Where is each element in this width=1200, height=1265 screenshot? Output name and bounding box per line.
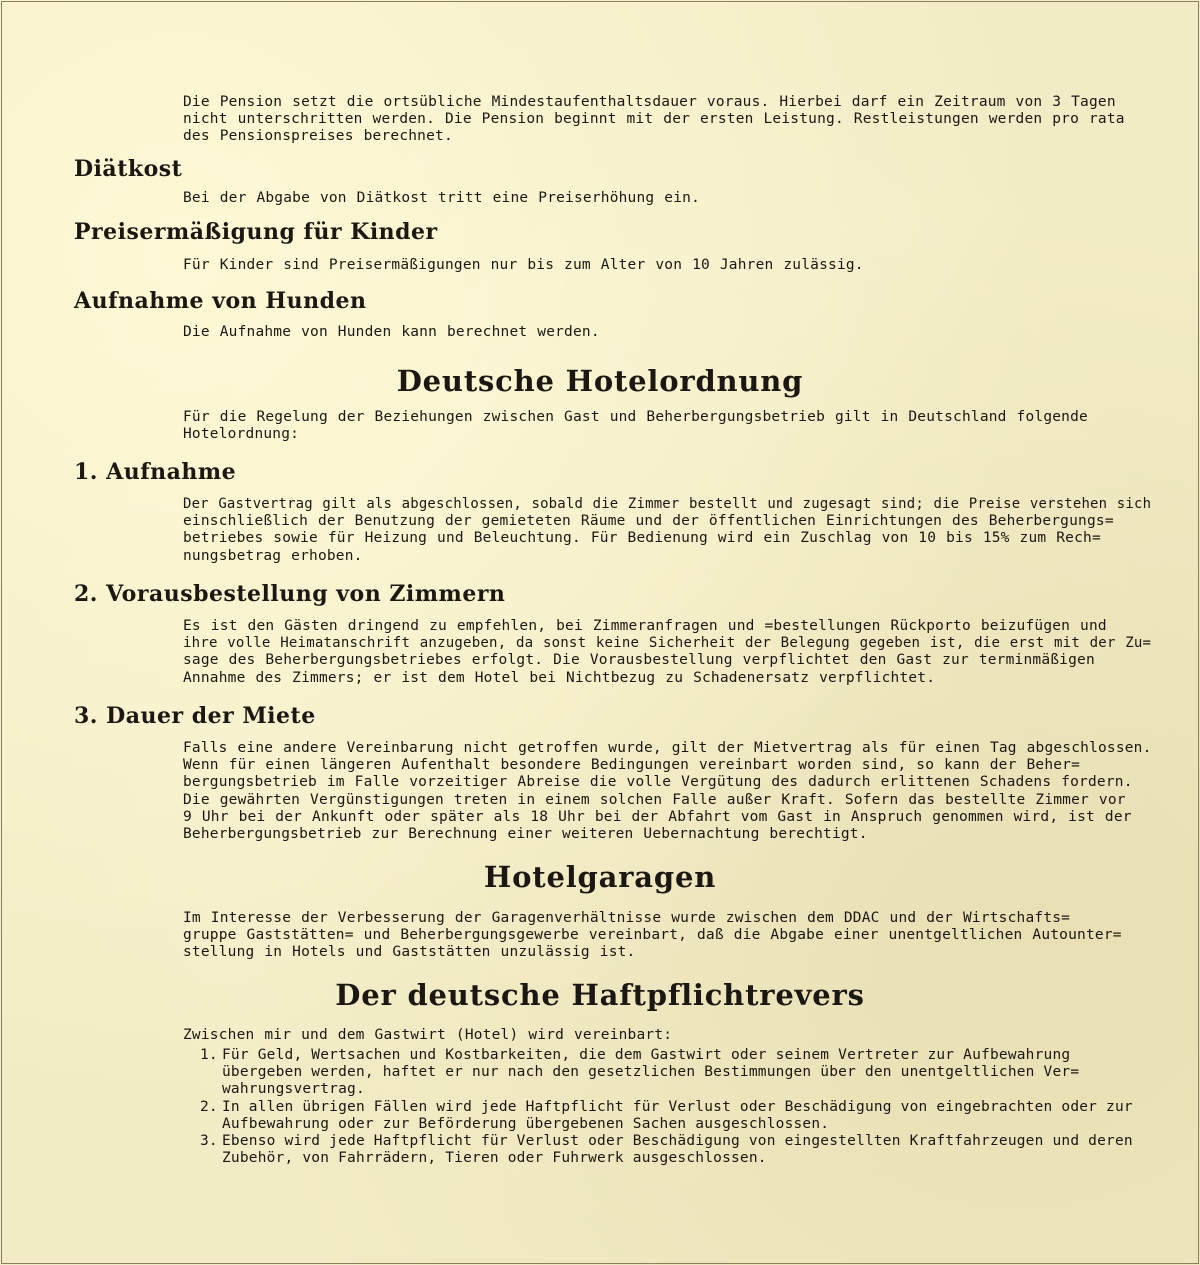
text-line: des Pensionspreises berechnet. [183,128,453,145]
text-line: Es ist den Gästen dringend zu empfehlen, bei Zimmeranfragen und =bestellungen Rückporto beizufügen und [183,618,1107,634]
text-line: In allen übrigen Fällen wird jede Haftpflicht für Verlust oder Beschädigung von eingebrachten oder zur [222,1098,1133,1115]
text-line: Annahme des Zimmers; er ist dem Hotel bei Nichtbezug zu Schadenersatz verpflichtet. [183,669,936,686]
text-line: Die Aufnahme von Hunden kann berechnet werden. [183,324,600,340]
vorausbestellung-text [183,618,1151,687]
revers-intro [183,1027,1151,1044]
aufnahme-heading: 1. Aufnahme [74,459,237,485]
text-line: sage des Beherbergungsbetriebes erfolgt. Die Vorausbestellung verpflichtet den Gast zur terminmäßigen [183,652,1095,669]
text-line: Der Gastvertrag gilt als abgeschlossen, sobald die Zimmer bestellt und zugesagt sind; die Preise verstehen sich [183,496,1152,512]
text-line: Hotelordnung: [183,426,300,443]
text-line: Wenn für einen längeren Aufenthalt besondere Bedingungen vereinbart worden sind, so kann der Beher= [183,757,1081,774]
vorausbestellung-heading: 2. Vorausbestellung von Zimmern [74,581,506,607]
text-line: bergungsbetrieb im Falle vorzeitiger Abreise die volle Vergütung des dadurch erlittenen Schadens fordern. [183,774,1133,791]
list-item [200,1133,1152,1167]
text-line: Für Kinder sind Preisermäßigungen nur bis zum Alter von 10 Jahren zulässig. [183,257,864,273]
list-item-number: 3. [200,1133,218,1150]
diaetkost-text [183,190,1151,207]
text-line: Die Pension setzt die ortsübliche Mindestaufenthaltsdauer voraus. Hierbei darf ein Zeitraum von 3 Tagen [183,94,1116,110]
text-line: nicht unterschritten werden. Die Pension beginnt mit der ersten Leistung. Restleistungen werden pro rata [183,111,1125,128]
list-item [200,1099,1152,1133]
text-line: Beherbergungsbetrieb zur Berechnung einer weiteren Uebernachtung berechtigt. [183,826,868,843]
list-item [200,1047,1152,1099]
revers-list [200,1047,1152,1167]
text-line: Aufbewahrung oder zur Beförderung übergebenen Sachen ausgeschlossen. [222,1115,830,1132]
kinder-heading: Preisermäßigung für Kinder [74,219,438,245]
text-line: einschließlich der Benutzung der gemieteten Räume und der öffentlichen Einrichtungen des Beherbergungs= [183,513,1114,530]
text-line: Ebenso wird jede Haftpflicht für Verlust oder Beschädigung von eingestellten Kraftfahrzeugen und deren [222,1133,1133,1150]
dauer-text [183,740,1151,843]
list-item-number: 1. [200,1047,218,1063]
hunde-text [183,324,1151,341]
text-line: Zubehör, von Fahrrädern, Tieren oder Fuhrwerk ausgeschlossen. [222,1150,767,1167]
text-line: Zwischen mir und dem Gastwirt (Hotel) wird vereinbart: [183,1027,673,1043]
text-line: 9 Uhr bei der Ankunft oder später als 18 Uhr bei der Abfahrt vom Gast in Anspruch genommen wird, ist der [183,808,1132,825]
pension-paragraph [183,94,1151,146]
text-line: Falls eine andere Vereinbarung nicht getroffen wurde, gilt der Mietvertrag als für einen Tag abgeschlossen. [183,740,1152,756]
text-line: übergeben werden, haftet er nur nach den gesetzlichen Bestimmungen über den unentgeltlichen Ver= [222,1064,1080,1081]
text-line: Bei der Abgabe von Diätkost tritt eine Preiserhöhung ein. [183,190,700,206]
text-line: wahrungsvertrag. [222,1081,365,1098]
text-line: stellung in Hotels und Gaststätten unzulässig ist. [183,944,636,961]
garagen-title: Hotelgaragen [483,860,717,894]
hotelordnung-title: Deutsche Hotelordnung [396,364,804,398]
aufnahme-text [183,496,1151,565]
revers-title: Der deutsche Haftpflichtrevers [335,978,865,1012]
hunde-heading: Aufnahme von Hunden [74,288,367,314]
text-line: Für Geld, Wertsachen und Kostbarkeiten, die dem Gastwirt oder seinem Vertreter zur Aufbewahrung [222,1047,1071,1063]
text-line: gruppe Gaststätten= und Beherbergungsgewerbe vereinbart, daß die Abgabe einer unentgeltlichen Autounter= [183,927,1122,944]
kinder-text [183,257,1151,274]
text-line: betriebes sowie für Heizung und Beleuchtung. Für Bedienung wird ein Zuschlag von 10 bis 15% zum Rech= [183,530,1101,547]
text-line: ihre volle Heimatanschrift anzugeben, da sonst keine Sicherheit der Belegung gegeben ist, die erst mit der Zu= [183,635,1152,652]
list-item-number: 2. [200,1098,218,1115]
diaetkost-heading: Diätkost [74,156,183,182]
text-line: Die gewährten Vergünstigungen treten in einem solchen Falle außer Kraft. Sofern das bestellte Zimmer vor [183,791,1126,808]
text-line: Im Interesse der Verbesserung der Garagenverhältnisse wurde zwischen dem DDAC und der Wirtschafts= [183,910,1071,926]
hotelordnung-intro [183,409,1151,443]
dauer-heading: 3. Dauer der Miete [74,703,316,729]
text-line: nungsbetrag erhoben. [183,547,363,564]
garagen-text [183,910,1151,962]
text-line: Für die Regelung der Beziehungen zwischen Gast und Beherbergungsbetrieb gilt in Deutschland folgende [183,409,1088,425]
